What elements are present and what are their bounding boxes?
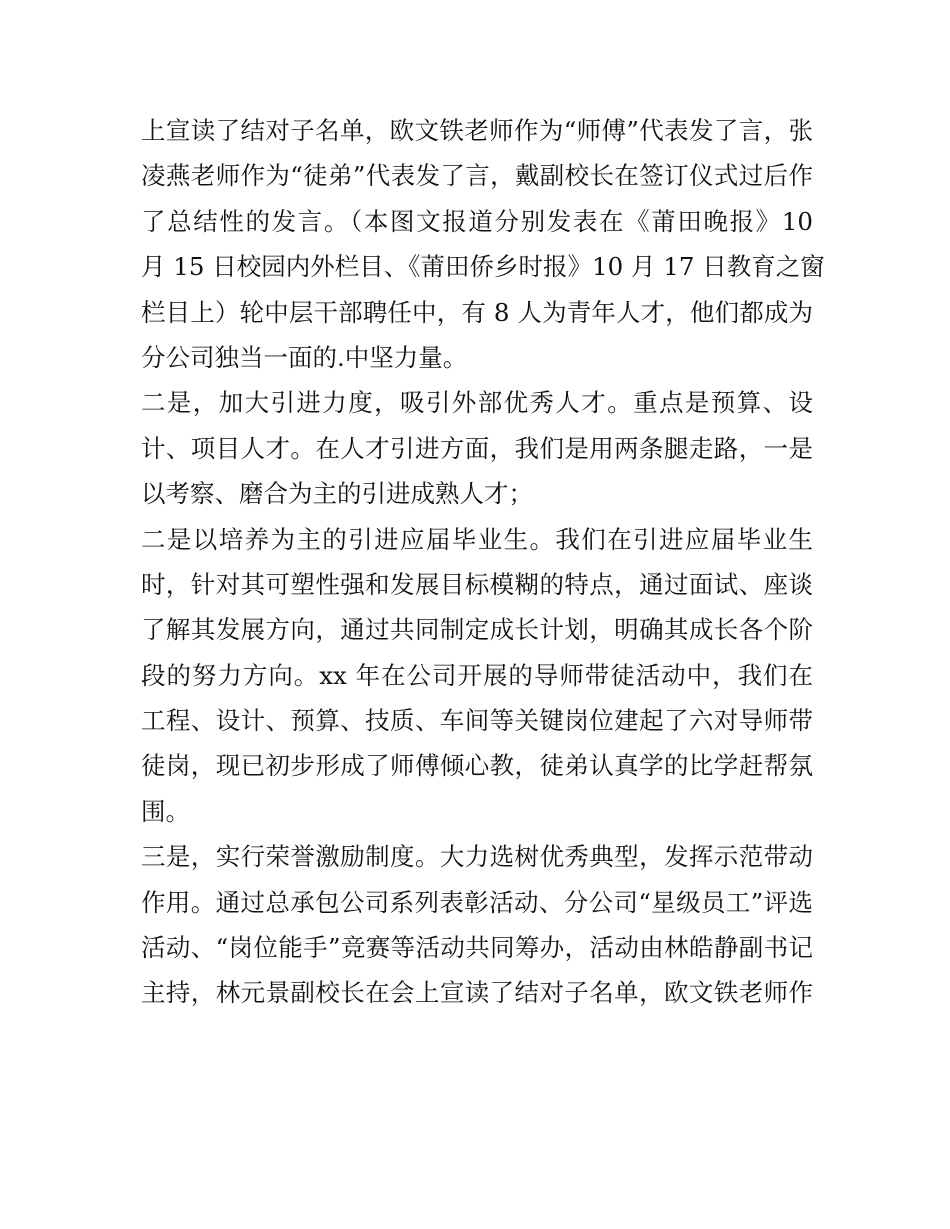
text-line: 栏目上）轮中层干部聘任中，有 8 人为青年人才，他们都成为: [141, 297, 813, 327]
text-line: 月 15 日校园内外栏目、《莆田侨乡时报》10 月 17 日教育之窗: [141, 252, 825, 282]
text-line: 主持，林元景副校长在会上宣读了结对子名单，欧文铁老师作: [141, 978, 813, 1008]
text-line: 围。: [141, 796, 190, 826]
text-line: 二是，加大引进力度，吸引外部优秀人才。重点是预算、设: [141, 388, 813, 418]
text-line: 徒岗，现已初步形成了师傅倾心教，徒弟认真学的比学赶帮氛: [141, 751, 813, 781]
text-line: 上宣读了结对子名单，欧文铁老师作为“师傅”代表发了言，张: [141, 116, 813, 145]
text-line: 时，针对其可塑性强和发展目标模糊的特点，通过面试、座谈: [141, 569, 813, 599]
text-line: 分公司独当一面的.中坚力量。: [141, 342, 468, 372]
text-line: 了解其发展方向，通过共同制定成长计划，明确其成长各个阶: [141, 615, 813, 645]
text-line: 段的努力方向。xx 年在公司开展的导师带徒活动中，我们在: [141, 660, 813, 690]
text-line: 以考察、磨合为主的引进成熟人才；: [141, 479, 533, 509]
text-line: 工程、设计、预算、技质、车间等关键岗位建起了六对导师带: [141, 706, 813, 736]
text-line: 作用。通过总承包公司系列表彰活动、分公司“星级员工”评选: [141, 887, 813, 917]
text-line: 三是，实行荣誉激励制度。大力选树优秀典型，发挥示范带动: [141, 842, 813, 872]
text-line: 计、项目人才。在人才引进方面，我们是用两条腿走路，一是: [141, 433, 813, 463]
text-line: 二是以培养为主的引进应届毕业生。我们在引进应届毕业生: [141, 524, 813, 554]
text-line: 了总结性的发言。（本图文报道分别发表在《莆田晚报》10: [141, 206, 813, 236]
text-line: 活动、“岗位能手”竞赛等活动共同筹办，活动由林皓静副书记: [141, 933, 813, 963]
document-body: [141, 108, 825, 1016]
text-line: 凌燕老师作为“徒弟”代表发了言，戴副校长在签订仪式过后作: [141, 161, 813, 191]
